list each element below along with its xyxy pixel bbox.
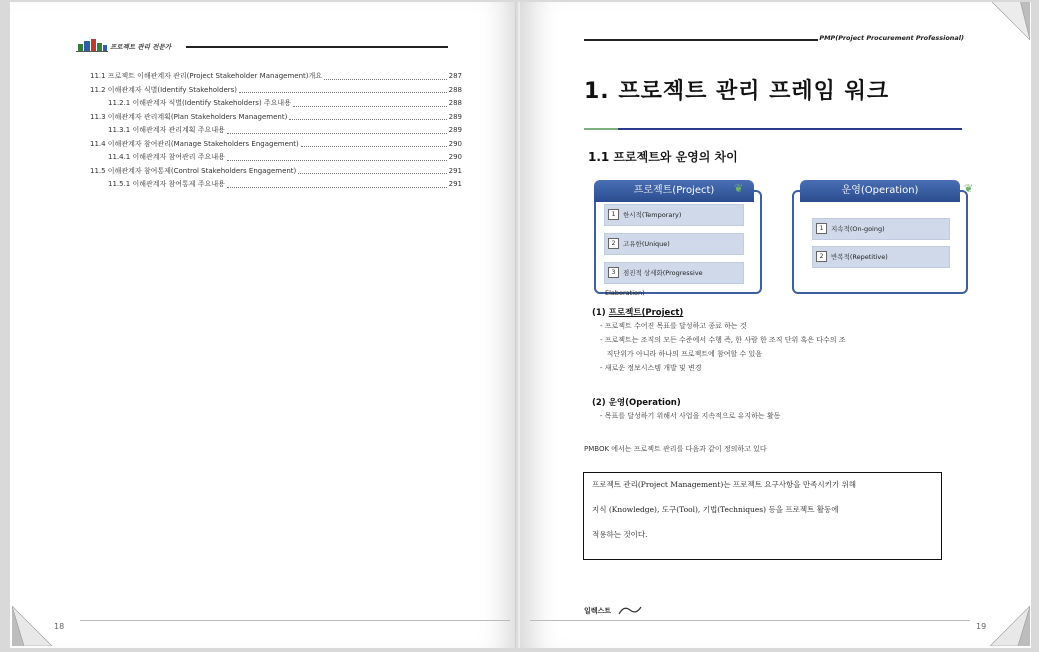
operation-box: [792, 190, 968, 294]
toc-title: 11.5.1 이해관계자 참여통제 주요내용: [108, 180, 225, 188]
toc-row[interactable]: [90, 165, 462, 179]
right-page-header: [584, 34, 964, 46]
page-curl-icon[interactable]: [12, 606, 52, 646]
toc-dot-leader: [227, 187, 447, 188]
right-page-number: 19: [976, 622, 987, 631]
right-header-rule: [584, 39, 818, 41]
attribute-item: [604, 262, 744, 297]
item-label: 점진적 상세화(Progressive Elaboration): [605, 269, 703, 297]
toc-dot-leader: [239, 92, 447, 93]
bullet-text: - 프로젝트 수어진 목표를 달성하고 종료 하는 것: [600, 322, 747, 330]
publisher-logo-icon: [618, 604, 642, 616]
toc-row[interactable]: [90, 124, 462, 138]
item-number: 2: [608, 238, 619, 249]
toc-dot-leader: [227, 133, 447, 134]
bullet-text: 직단위가 아니라 하나의 프로젝트에 참여할 수 있음: [600, 350, 763, 358]
attribute-item: [812, 246, 950, 268]
toc-title: 11.3.1 이해관계자 관리계획 주요내용: [108, 126, 225, 134]
toc-page: 290: [448, 139, 462, 148]
toc-title: 11.3 이해관계자 관리계획(Plan Stakeholders Management): [90, 112, 288, 121]
item-number: 3: [608, 267, 619, 278]
toc-page: 291: [448, 166, 462, 175]
section-title: 1.1 프로젝트와 운영의 차이: [588, 150, 738, 164]
toc-page: 290: [448, 153, 462, 161]
toc-page: 288: [448, 85, 462, 94]
toc-dot-leader: [289, 119, 446, 120]
city-logo-icon: [76, 38, 108, 52]
toc-dot-leader: [324, 79, 447, 80]
page-curl-icon[interactable]: [990, 2, 1030, 40]
item-number: 1: [816, 223, 827, 234]
toc-page: 291: [448, 180, 462, 188]
sprout-icon: ❦: [964, 182, 974, 195]
toc-page: 288: [448, 99, 462, 107]
toc-row[interactable]: [90, 97, 462, 111]
left-header-label: 프로젝트 관리 전문가: [110, 43, 172, 51]
attribute-item: [812, 218, 950, 240]
section1-heading: (1) 프로젝트(Project): [592, 308, 684, 318]
section2-heading: (2) 운영(Operation): [592, 398, 681, 408]
toc-page: 289: [448, 112, 462, 121]
toc-row[interactable]: [90, 70, 462, 84]
toc-row[interactable]: [90, 84, 462, 98]
left-header-rule: [186, 46, 448, 48]
right-header-label: PMP(Project Procurement Professional): [819, 34, 964, 42]
attribute-item: [604, 233, 744, 255]
toc-row[interactable]: [90, 111, 462, 125]
toc-row[interactable]: [90, 138, 462, 152]
definition-line: 지식 (Knowledge), 도구(Tool), 기법(Techniques) 등을 프로젝트 활동에: [592, 505, 839, 514]
project-box-title: 프로젝트(Project): [594, 180, 754, 202]
toc-page: 287: [448, 72, 462, 80]
toc-title: 11.2 이해관계자 식별(Identify Stakeholders): [90, 85, 238, 94]
item-label: 반복적(Repetitive): [831, 253, 888, 261]
right-page: [520, 2, 1031, 648]
definition-line: 프로젝트 관리(Project Management)는 프로젝트 요구사항을 만족시키기 위해: [592, 480, 857, 489]
chapter-title-rule: [584, 128, 962, 130]
left-page: [10, 2, 519, 648]
toc-title: 11.5 이해관계자 참여통제(Control Stakeholders Engagement): [90, 166, 297, 175]
toc-row[interactable]: [90, 151, 462, 165]
left-page-number: 18: [54, 622, 65, 631]
left-footer-line: [80, 620, 510, 621]
toc-title: 11.4 이해관계자 참여관리(Manage Stakeholders Engagement): [90, 139, 299, 148]
operation-box-title: 운영(Operation): [800, 180, 960, 202]
item-label: 고유한(Unique): [623, 240, 670, 248]
toc-dot-leader: [298, 173, 446, 174]
toc-dot-leader: [301, 146, 447, 147]
page-curl-icon[interactable]: [990, 606, 1030, 646]
toc-row[interactable]: [90, 178, 462, 192]
toc-dot-leader: [293, 106, 447, 107]
chapter-title: 1. 프로젝트 관리 프레임 워크: [584, 79, 890, 104]
pmbok-text: PMBOK 에서는 프로젝트 관리를 다음과 같이 정의하고 있다: [584, 445, 767, 453]
right-footer-line: [530, 620, 970, 621]
bullet-text: - 새로운 정보시스템 개발 및 변경: [600, 364, 702, 372]
sprout-icon: ❦: [734, 182, 744, 195]
footer-logo-text: 일렉스트: [584, 607, 612, 615]
item-number: 1: [608, 209, 619, 220]
bullet-text: - 프로젝트는 조직의 모든 수준에서 수행 즉, 한 사람 한 조직 단위 혹은 다수의 조: [600, 336, 846, 344]
table-of-contents: [90, 70, 462, 192]
item-number: 2: [816, 251, 827, 262]
attribute-item: [604, 204, 744, 226]
definition-line: 적용하는 것이다.: [592, 530, 648, 539]
definition-box: [583, 472, 942, 560]
item-label: 한시적(Temporary): [623, 211, 682, 219]
bullet-text: - 목표를 달성하기 위해서 사업을 지속적으로 유지하는 활동: [600, 412, 781, 420]
toc-dot-leader: [227, 160, 447, 161]
item-label: 지속적(On-going): [831, 225, 885, 233]
toc-page: 289: [448, 126, 462, 134]
toc-title: 11.4.1 이해관계자 참여관리 주요내용: [108, 153, 225, 161]
toc-title: 11.2.1 이해관계자 식별(Identify Stakeholders) 주요내용: [108, 99, 291, 107]
left-page-header: [76, 38, 448, 58]
toc-title: 11.1 프로젝트 이해관계자 관리(Project Stakeholder Management)개요: [90, 72, 323, 80]
